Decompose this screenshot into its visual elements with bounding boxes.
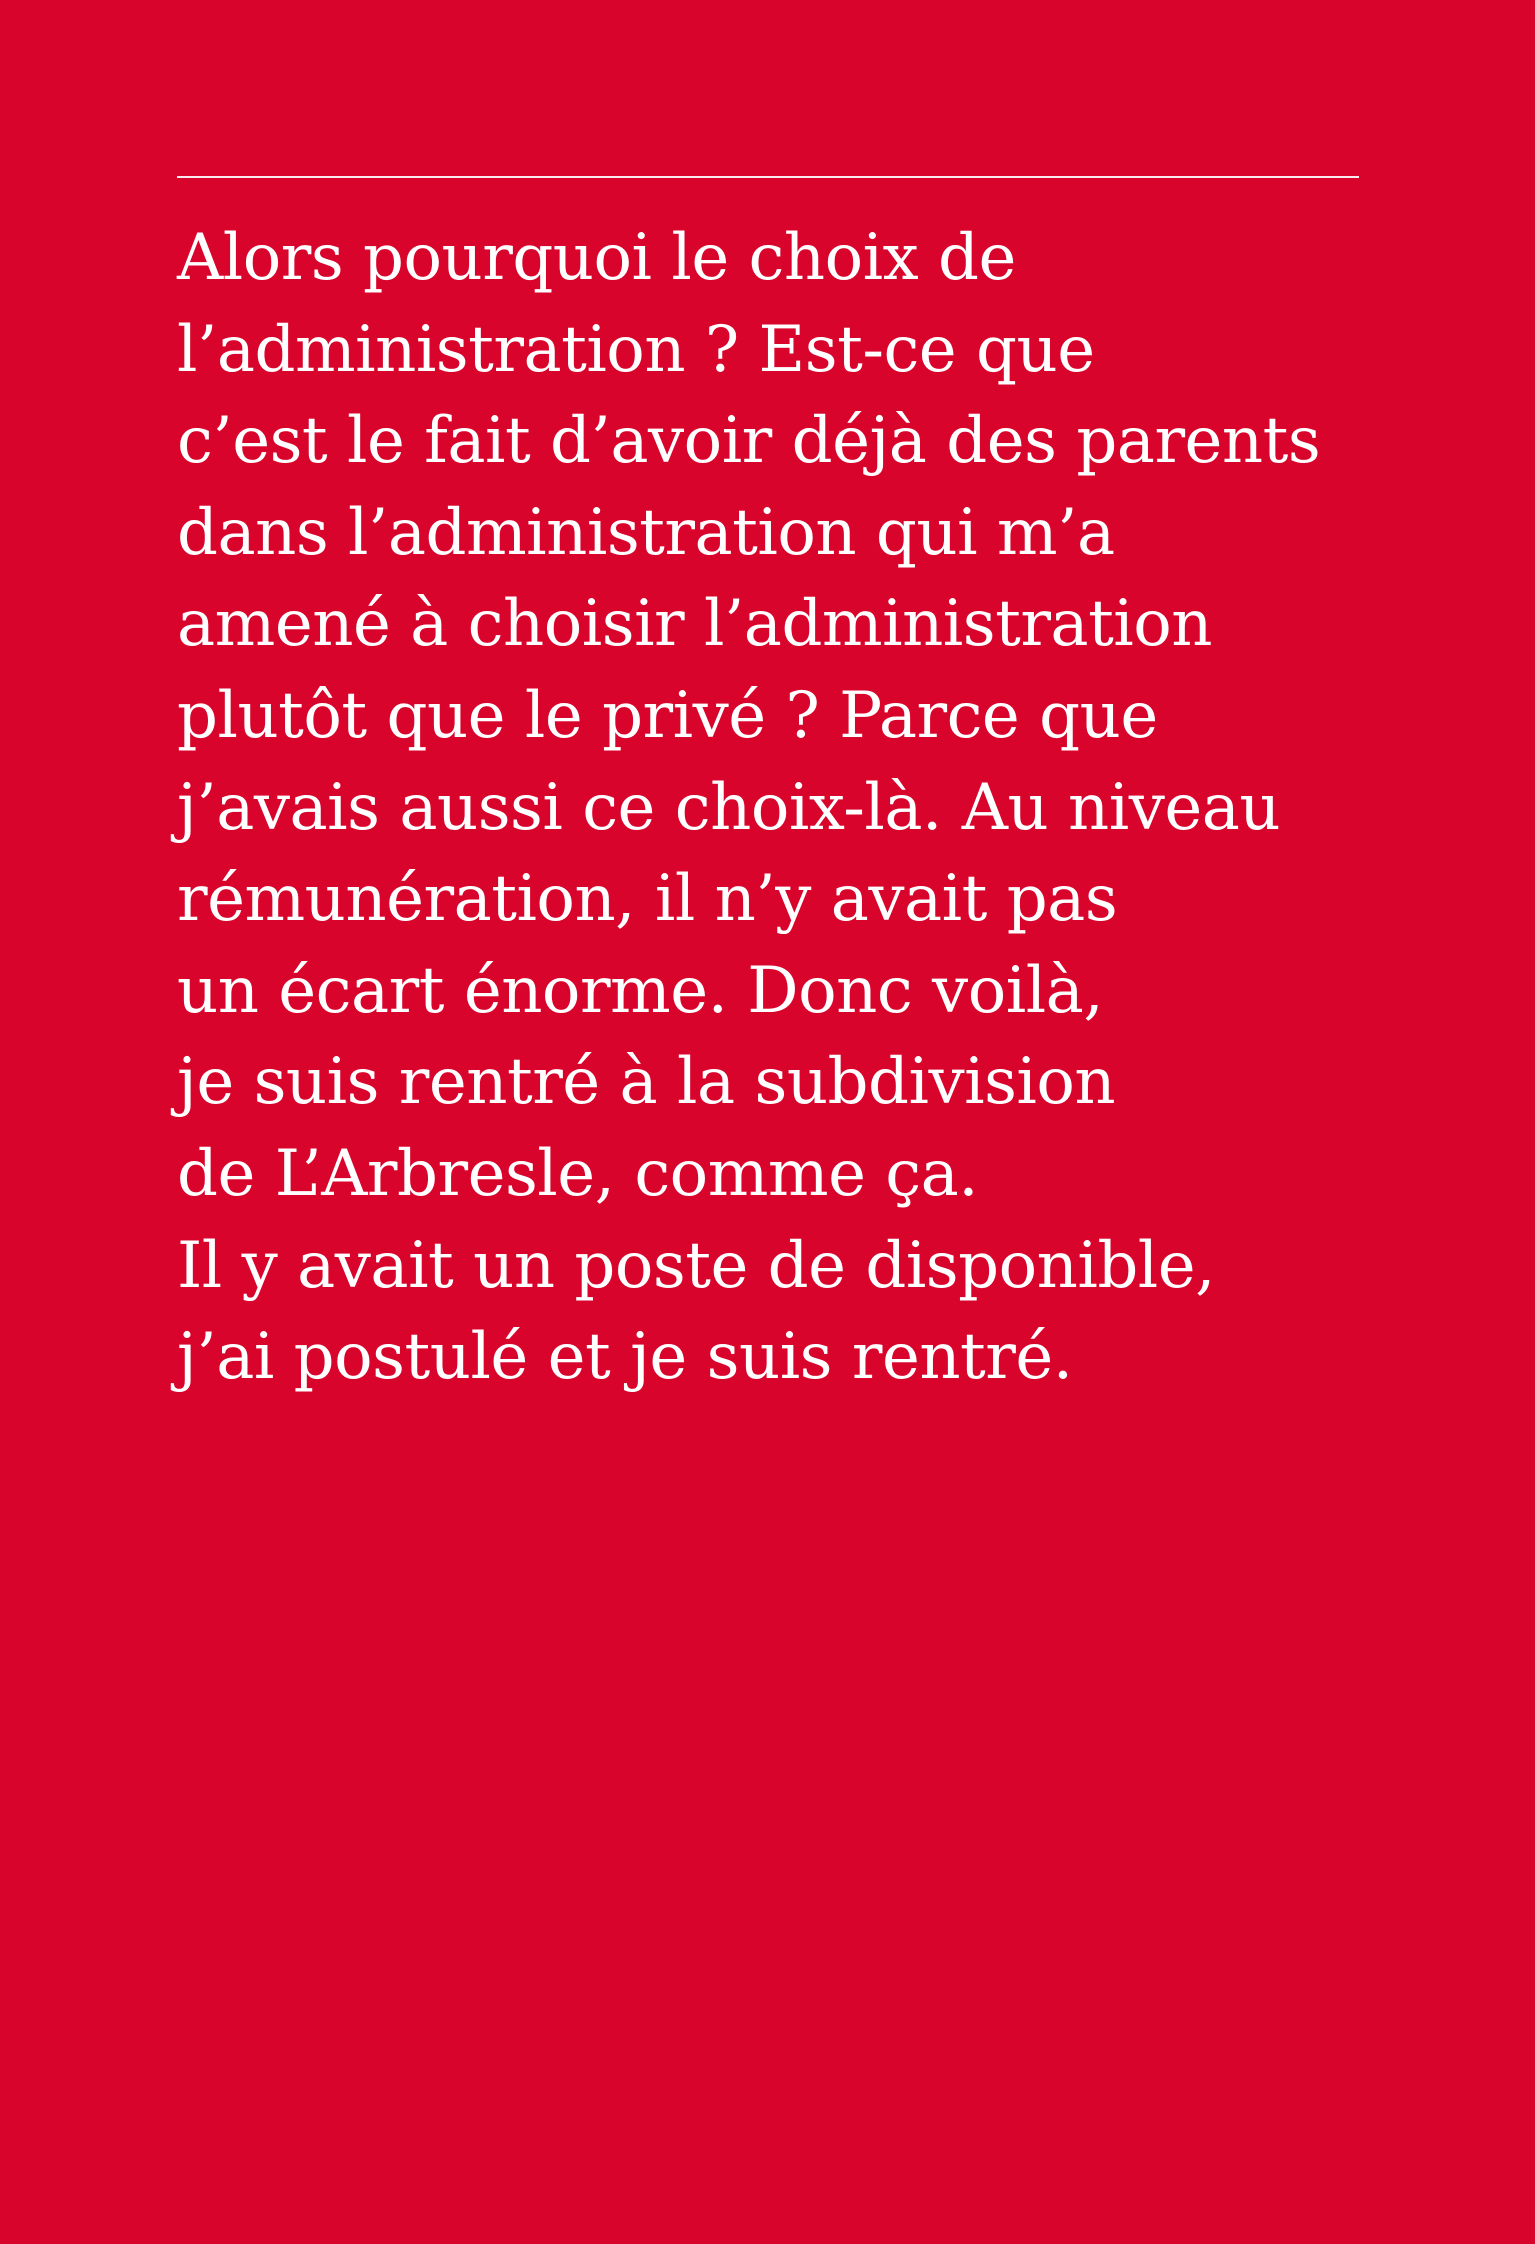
quote-line-12: Il y avait un poste de disponible, — [177, 1228, 1215, 1303]
quote-line-4: dans l’administration qui m’a — [177, 495, 1115, 570]
quote-line-8: rémunération, il n’y avait pas — [177, 862, 1118, 937]
quote-paragraph — [177, 213, 1377, 1404]
quote-line-10: je suis rentré à la subdivision — [177, 1045, 1116, 1120]
quote-line-2: l’administration ? Est-ce que — [177, 312, 1095, 387]
quote-line-7: j’avais aussi ce choix-là. Au niveau — [177, 770, 1281, 845]
quote-line-13: j’ai postulé et je suis rentré. — [177, 1320, 1073, 1395]
quote-line-11: de L’Arbresle, comme ça. — [177, 1136, 979, 1211]
quote-line-5: amené à choisir l’administration — [177, 587, 1212, 662]
quote-line-6: plutôt que le privé ? Parce que — [177, 678, 1158, 753]
quote-line-3: c’est le fait d’avoir déjà des parents — [177, 404, 1321, 479]
quote-line-9: un écart énorme. Donc voilà, — [177, 953, 1104, 1028]
top-rule-divider — [177, 176, 1359, 178]
quote-line-1: Alors pourquoi le choix de — [177, 221, 1016, 295]
